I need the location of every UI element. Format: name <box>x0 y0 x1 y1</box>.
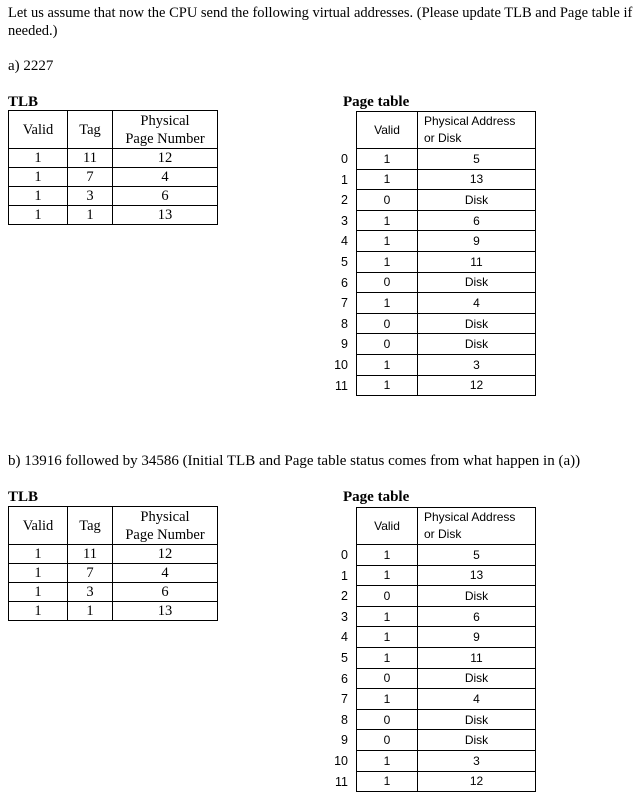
page-index: 1 <box>341 568 348 583</box>
page-table-a-pa-header <box>418 112 536 149</box>
tlb-tag-cell: 1 <box>68 602 113 621</box>
pt-pa-cell: 13 <box>418 169 536 190</box>
pt-valid-cell: 1 <box>357 689 418 710</box>
pt-valid-cell: 0 <box>357 668 418 689</box>
pt-valid-cell: 1 <box>357 354 418 375</box>
page-index: 7 <box>341 296 348 311</box>
tlb-tag-cell: 3 <box>68 187 113 206</box>
page-table-b-table <box>356 507 536 792</box>
tlb-b-row <box>9 583 218 602</box>
tlb-ppn-cell: 13 <box>113 602 218 621</box>
page-index: 4 <box>341 234 348 249</box>
tlb-tag-cell: 11 <box>68 545 113 564</box>
page-table-row <box>357 293 536 314</box>
page-index: 5 <box>341 254 348 269</box>
page-table-row <box>357 334 536 355</box>
page-table-b-valid-header: Valid <box>357 508 418 545</box>
page-index: 11 <box>335 378 348 393</box>
pt-valid-cell: 0 <box>357 709 418 730</box>
pt-pa-cell: 12 <box>418 771 536 792</box>
tlb-ppn-cell: 6 <box>113 583 218 602</box>
pt-pa-cell: 5 <box>418 545 536 566</box>
pt-valid-cell: 0 <box>357 334 418 355</box>
pt-valid-cell: 1 <box>357 375 418 396</box>
tlb-ppn-cell: 4 <box>113 564 218 583</box>
page-index: 9 <box>341 337 348 352</box>
pt-pa-cell: 11 <box>418 647 536 668</box>
tlb-a-ppn-header-line1: Physical <box>140 112 190 129</box>
tlb-b-row <box>9 564 218 583</box>
page-table-row <box>357 668 536 689</box>
page-table-row <box>357 730 536 751</box>
pt-pa-cell: 13 <box>418 565 536 586</box>
tlb-ppn-cell: 13 <box>113 206 218 225</box>
pt-pa-cell: Disk <box>418 668 536 689</box>
pt-valid-cell: 1 <box>357 750 418 771</box>
pt-valid-cell: 1 <box>357 210 418 231</box>
tlb-valid-cell: 1 <box>9 206 68 225</box>
pt-pa-cell: Disk <box>418 586 536 607</box>
tlb-a-ppn-header <box>113 111 218 149</box>
pt-pa-cell: Disk <box>418 709 536 730</box>
pt-valid-cell: 1 <box>357 565 418 586</box>
tlb-ppn-cell: 12 <box>113 149 218 168</box>
part-a-label: a) 2227 <box>8 58 54 74</box>
page-index: 1 <box>341 172 348 187</box>
page-index: 5 <box>341 650 348 665</box>
pt-valid-cell: 0 <box>357 272 418 293</box>
page-table-row <box>357 709 536 730</box>
page-index: 9 <box>341 733 348 748</box>
page-table-row <box>357 647 536 668</box>
page-table-row <box>357 565 536 586</box>
tlb-b-title: TLB <box>8 489 39 505</box>
pt-valid-cell: 1 <box>357 149 418 170</box>
tlb-b-ppn-header <box>113 507 218 545</box>
page-table-a-pa-header-line2: or Disk <box>424 131 462 145</box>
tlb-a-valid-header: Valid <box>9 111 68 149</box>
tlb-a-tag-header: Tag <box>68 111 113 149</box>
pt-valid-cell: 0 <box>357 730 418 751</box>
page-index: 2 <box>341 193 348 208</box>
page-index: 8 <box>341 712 348 727</box>
tlb-ppn-cell: 6 <box>113 187 218 206</box>
page-index: 6 <box>341 275 348 290</box>
pt-pa-cell: 5 <box>418 149 536 170</box>
tlb-b-tag-header: Tag <box>68 507 113 545</box>
tlb-valid-cell: 1 <box>9 583 68 602</box>
tlb-a-title: TLB <box>8 94 39 110</box>
tlb-b-ppn-header-line2: Page Number <box>125 526 205 543</box>
page-table-row <box>357 272 536 293</box>
page-table-row <box>357 231 536 252</box>
pt-valid-cell: 1 <box>357 293 418 314</box>
page-table-row <box>357 627 536 648</box>
page-index: 0 <box>341 548 348 562</box>
tlb-a-row <box>9 168 218 187</box>
pt-pa-cell: Disk <box>418 313 536 334</box>
page-index: 10 <box>334 753 348 768</box>
pt-valid-cell: 0 <box>357 586 418 607</box>
page-table-row <box>357 251 536 272</box>
page-index: 11 <box>335 774 348 789</box>
tlb-b-table <box>8 506 218 621</box>
page-table-row <box>357 750 536 771</box>
tlb-tag-cell: 3 <box>68 583 113 602</box>
tlb-valid-cell: 1 <box>9 168 68 187</box>
pt-pa-cell: Disk <box>418 730 536 751</box>
pt-valid-cell: 1 <box>357 606 418 627</box>
tlb-valid-cell: 1 <box>9 187 68 206</box>
page-index: 7 <box>341 692 348 707</box>
pt-pa-cell: 4 <box>418 689 536 710</box>
page-table-row <box>357 169 536 190</box>
tlb-tag-cell: 7 <box>68 564 113 583</box>
page-index: 10 <box>334 357 348 372</box>
tlb-a-row <box>9 149 218 168</box>
pt-pa-cell: 9 <box>418 231 536 252</box>
page-table-a-index-column <box>326 149 348 396</box>
tlb-b-row <box>9 602 218 621</box>
page-table-a-title: Page table <box>343 94 410 110</box>
part-b-label: b) 13916 followed by 34586 (Initial TLB and Page table status comes from what happen in (a)) <box>8 453 581 469</box>
page-table-a-pa-header-line1: Physical Address <box>424 114 516 128</box>
page-index: 8 <box>341 316 348 331</box>
tlb-tag-cell: 1 <box>68 206 113 225</box>
tlb-b-row <box>9 545 218 564</box>
page-table-row <box>357 210 536 231</box>
page-table-row <box>357 606 536 627</box>
page-table-b-index-column <box>326 545 348 792</box>
page-table-row <box>357 375 536 396</box>
page-index: 6 <box>341 671 348 686</box>
page-table-row <box>357 689 536 710</box>
page-table-row <box>357 313 536 334</box>
page-table-b-pa-header-line1: Physical Address <box>424 510 516 524</box>
pt-valid-cell: 1 <box>357 771 418 792</box>
pt-valid-cell: 0 <box>357 313 418 334</box>
page-table-b-title: Page table <box>343 489 410 505</box>
pt-pa-cell: 4 <box>418 293 536 314</box>
tlb-b-valid-header: Valid <box>9 507 68 545</box>
page-table-b-pa-header-line2: or Disk <box>424 527 462 541</box>
tlb-a-ppn-header-line2: Page Number <box>125 130 205 147</box>
pt-pa-cell: 3 <box>418 354 536 375</box>
intro-text: Let us assume that now the CPU send the following virtual addresses. (Please update TLB and Page table if needed.) <box>8 5 633 39</box>
pt-valid-cell: 1 <box>357 251 418 272</box>
tlb-b-ppn-header-line1: Physical <box>140 508 190 525</box>
pt-pa-cell: 11 <box>418 251 536 272</box>
page-table-row <box>357 190 536 211</box>
page-table-row <box>357 354 536 375</box>
page-table-b-pa-header <box>418 508 536 545</box>
tlb-valid-cell: 1 <box>9 602 68 621</box>
tlb-ppn-cell: 4 <box>113 168 218 187</box>
pt-pa-cell: 6 <box>418 210 536 231</box>
pt-pa-cell: Disk <box>418 272 536 293</box>
page-index: 4 <box>341 630 348 645</box>
tlb-tag-cell: 11 <box>68 149 113 168</box>
page-index: 3 <box>341 213 348 228</box>
pt-pa-cell: 3 <box>418 750 536 771</box>
page-table-row <box>357 545 536 566</box>
tlb-valid-cell: 1 <box>9 564 68 583</box>
tlb-valid-cell: 1 <box>9 149 68 168</box>
page-table-row <box>357 149 536 170</box>
pt-valid-cell: 1 <box>357 231 418 252</box>
tlb-a-table <box>8 110 218 225</box>
tlb-a-row <box>9 206 218 225</box>
page-table-row <box>357 771 536 792</box>
pt-valid-cell: 1 <box>357 627 418 648</box>
pt-pa-cell: Disk <box>418 334 536 355</box>
tlb-valid-cell: 1 <box>9 545 68 564</box>
page-table-row <box>357 586 536 607</box>
tlb-a-row <box>9 187 218 206</box>
page-index: 3 <box>341 609 348 624</box>
page-table-a-table <box>356 111 536 396</box>
pt-pa-cell: 6 <box>418 606 536 627</box>
tlb-ppn-cell: 12 <box>113 545 218 564</box>
pt-valid-cell: 1 <box>357 545 418 566</box>
pt-valid-cell: 0 <box>357 190 418 211</box>
pt-pa-cell: Disk <box>418 190 536 211</box>
page-table-a-valid-header: Valid <box>357 112 418 149</box>
pt-valid-cell: 1 <box>357 647 418 668</box>
pt-pa-cell: 9 <box>418 627 536 648</box>
page-index: 2 <box>341 589 348 604</box>
pt-valid-cell: 1 <box>357 169 418 190</box>
tlb-tag-cell: 7 <box>68 168 113 187</box>
page-index: 0 <box>341 152 348 166</box>
pt-pa-cell: 12 <box>418 375 536 396</box>
